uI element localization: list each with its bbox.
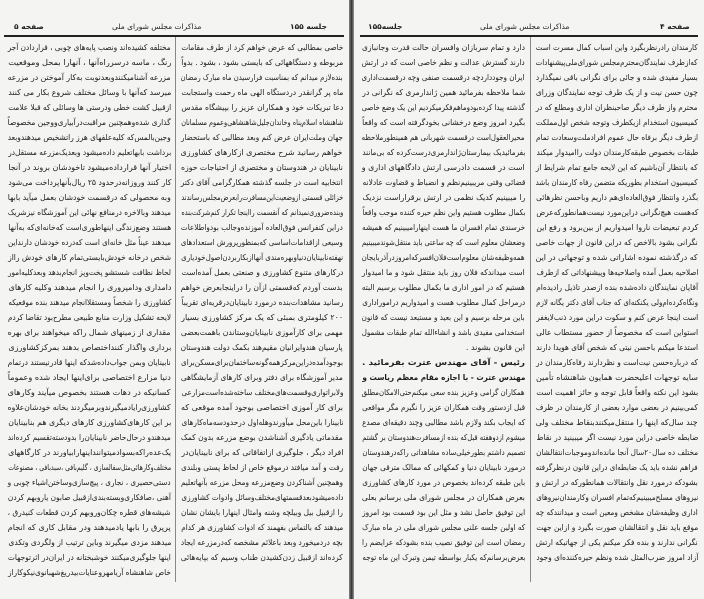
text-line-content: بوجودآمده‌دراین‌مرکزهمه‌گونه‌ساختمان‌برای‌مسکن‌برای: [181, 358, 343, 367]
text-line-content: کشاورزی‌رایادمیگیرندوبرمیگردند بخانه خودشان‌علاوه: [8, 403, 171, 412]
text-line: [8, 145, 171, 160]
text-line-content: بشودکه درمورد نقل وانتقالات همانطورکه در ارتش و: [536, 478, 698, 487]
text-line: [536, 280, 698, 295]
text-line-content: نگرانی ندارند و بنده فکر میکنم یکی از جهاتیکه ارتش: [536, 538, 698, 547]
text-line-content: مدیر آموزشگاه برای دفتر وبرای کارهای آزمایشگاهی: [181, 373, 343, 382]
text-line-content: ولابراتواری‌وقسمت‌های‌مختلف ساخته‌شده‌است‌مزارعی: [181, 388, 343, 397]
text-line-content: خواهم رسانید شرح مختصری ازکارهای کشاورزی: [181, 148, 343, 157]
text-line: [181, 280, 343, 295]
text-line: [536, 430, 698, 445]
page-header-title: مذاکرات مجلس شورای ملی: [480, 22, 570, 31]
text-line-content: اداری وظیفه‌شان مشخص ومعین است و میدانندکه چه: [536, 508, 698, 517]
text-line: [536, 70, 698, 85]
text-line-content: پرپرق را بابها یادمیدهند ودر مقابل کاری که انجام: [8, 523, 171, 532]
text-line-content: تصمیم داشتم بطورخیلی‌ساده مشاهداتی راکه‌درهندوستان: [362, 448, 525, 457]
text-line: [181, 460, 343, 475]
text-line-content: وهمچنین آشناکردن وضع‌مزرعه ومحل مزرعه بآنهاتعلیم: [181, 478, 343, 487]
text-column: [181, 40, 343, 565]
text-line: [181, 430, 343, 445]
text-line: [8, 85, 171, 100]
text-line: [362, 370, 525, 385]
text-line-content: میشوم ازدوهفته قبل‌که بنده ازمسافرت‌هندوستان بر گشتم: [362, 433, 525, 442]
header-rule: [360, 35, 698, 37]
text-line-content: ضابطه خاصی دراین مورد نیست اگر میبینید در نقاط: [536, 433, 698, 442]
text-line: [181, 400, 343, 415]
text-line-content: دعا تبریکات خود و همکاران عزیز را بپیشگاه مقدس: [181, 103, 343, 112]
text-line: [8, 235, 171, 250]
text-line-content: درمراحل کمال مطلوب هست و امیدواریم درامور‌اداری: [362, 298, 525, 307]
text-line-content: درمورد نابینایان دنیا و کمکهائی که ممالک مترقی جهان: [362, 463, 525, 472]
text-line: [181, 475, 343, 490]
text-line-content: برداری واگذار کنندا‌ختصاص بدهند بمرکزکشاورزی: [8, 343, 171, 352]
text-line-content: مربوطه و دستگاههائی که بایستی بشود ، بشود . بدواً: [181, 58, 343, 67]
text-line-content: وجین‌بالمس‌که کلیه‌علفهای هرز راتشخیص میدهندوبعد: [8, 133, 171, 142]
text-line: [181, 175, 343, 190]
text-line-content: بنده‌لازم میدانم که بمناسبت فرارسیدن ماه مبارک رمضان: [181, 73, 343, 82]
text-line-content: نیروهای مسلح‌میبینیم‌که‌تمام افسران وکارمندان‌نیروهای: [536, 493, 698, 502]
text-line: [536, 340, 698, 355]
text-line: [362, 85, 525, 100]
text-line: [362, 205, 525, 220]
text-line-content: کمی‌بینیم در بعضی موارد بعضی از کارمندان در ظرف: [536, 403, 698, 412]
text-line-content: را میبینیم کدیک نظمی در ارتش برقراراست نزدیک: [362, 193, 525, 202]
text-line-content: دارند گسترش عدالت و نظم خاصی است که در ارتش: [362, 58, 525, 67]
text-line-content: شاهنشاه اسلام‌پناه وخاندان‌جلیل‌شاهنشاهی‌وعموم مسلمانان: [181, 118, 343, 127]
text-line-content: بر این کارهای‌کشاورزی کارهای دیگری هم بنابینایان: [8, 418, 171, 427]
text-line: [8, 445, 171, 460]
text-line-content: آقایان نمایندگان داده‌شده بنده ازصدر تاذیل رادیده‌ام: [536, 283, 698, 292]
text-line-content: مزرعه آشنامیکنندوبعدنوبت به‌کار آموختن در مزرعه: [8, 73, 171, 82]
text-line: [536, 265, 698, 280]
text-line-content: باین طبقه کرده‌اند بخصوص در مورد کارهای کشاورزی: [362, 478, 525, 487]
page-number: صفحه ۵: [14, 22, 44, 31]
text-line: [181, 505, 343, 520]
text-line-content: دارد و تمام سربازان وافسران حالت قدرت وجانبازی: [362, 43, 525, 52]
text-line-content: خاصی بمطالبی که عرض خواهم کرد از طرف مقامات: [181, 43, 343, 52]
text-line-content: که درگذشته نموده اشاراتی شده و توجهاتی در این: [536, 253, 698, 262]
text-line-content: کمیسیون استخدام بطوریکه متضمن رفاه کارمندان باشد: [536, 178, 698, 187]
text-line: [181, 55, 343, 70]
text-line: [8, 160, 171, 175]
text-line: [8, 130, 171, 145]
text-line: [536, 475, 698, 490]
text-line: [362, 115, 525, 130]
text-line-content: همه‌وظیفه‌شان معلوم‌است‌فلان‌افسرکه‌امروزدرآذربایجان: [362, 253, 525, 262]
text-line-content: ازطرف دیگر برفاه حال عموم افرادملت‌وسعادت تمام: [536, 133, 698, 142]
text-line: [181, 415, 343, 430]
text-line: [536, 55, 698, 70]
text-line-content: بسیار مفیدی شده و جائی برای نگرانی باقی نمیگذارد: [536, 73, 698, 82]
text-line-content: مختلف ده سال۲۰سال آنجا مانده‌اندوموجبات‌انتقالشان: [536, 448, 698, 457]
text-line-content: دنیا مزارع اختصاصی برای‌اینها ایجاد شده وعموماً: [7, 373, 171, 382]
page-number: صفحه ۴: [660, 22, 690, 31]
text-line: [181, 220, 343, 235]
text-line: [181, 355, 343, 370]
text-line-content: هستند وضع‌زندگی اینهاطوری‌است که‌خانه‌ای‌که به‌آنها: [8, 223, 171, 232]
text-line: [362, 505, 525, 520]
text-line: [181, 160, 343, 175]
text-line-content: است در قسمت دادرسی ارتش دادگاههای اداری و: [362, 163, 525, 172]
text-line-content: بشود این نکته واقعاً قابل توجه و حائز اهمیت است: [536, 388, 698, 397]
text-line-content: محترم واز طرف دیگر صاحبنظران اداری ومطلع که در: [536, 103, 698, 112]
text-line: [8, 505, 171, 520]
text-line: [181, 130, 343, 145]
text-line-content: درکارهای متنوع کشاورزی و صنعتی بعمل آمده‌است: [181, 268, 343, 277]
text-line-content: دستی‌حصیری ، نجاری ، پیچ‌سازی‌وساختن‌اشیاء چوبی و: [8, 478, 171, 487]
text-column: [536, 40, 698, 565]
text-line: [362, 325, 525, 340]
text-line-content: که ایجاب بکند ولازم باشد مطالبی وچند دقیقه‌ای مصدع: [362, 418, 525, 427]
text-line: [362, 550, 525, 565]
text-line-content: رمضان است این توفیق نصیب بنده بشودکه عرایضم را: [362, 538, 525, 547]
text-line: [362, 445, 525, 460]
text-line-content: استدعا میکنم باحسن نیتی که شخص آقای هویدا دارند: [536, 343, 698, 352]
text-line: [8, 55, 171, 70]
text-line-content: موقع باید نقل و انتقالشان صورت بگیرد و ازاین جهت: [536, 523, 698, 532]
text-line: [8, 250, 171, 265]
text-line-content: کارمندان رادرنظربگیرد واین اسباب کمال مسرت است: [536, 43, 698, 52]
text-line: [8, 355, 171, 370]
text-line-content: محیرالعقول‌است درقسمت شهربانی هم همینطورملاحظه: [362, 133, 525, 142]
text-line-content: را ازقبیل بیل وبیلچه وشنه وامثال اینهارا بایشان نشان: [181, 508, 343, 517]
text-line-content: وبنده‌ضروری‌نمیدانم که آنقسمت رااینجا تکرار کنم‌شرکت‌بنده: [181, 208, 343, 217]
text-line-content: همکاران گرامی وعزیز بنده سعی میکنم‌حتی‌الامکان‌مطلق: [362, 388, 525, 397]
text-line-content: وبه محصولی که درقسمت خودشان بعمل میآید بابها: [8, 193, 171, 202]
text-line: [8, 475, 171, 490]
text-line-content: مختلف‌وکارهائی‌مثل‌سفالسازی ، گلیم‌بافی ،سبدبافی ، مصنوعات: [8, 463, 171, 472]
text-line: [362, 295, 525, 310]
text-line: [8, 460, 171, 475]
text-line: [8, 565, 171, 580]
text-line-content: که‌هست هیچ‌نگرانی دراین‌مورد نیست‌همانطورکه‌عرض: [536, 208, 698, 217]
text-line: [181, 205, 343, 220]
text-line-content: میدهند عیناً مثل خانه‌ای است که‌درده خودشان دارند‌این: [8, 238, 171, 247]
text-line-content: بعرض‌برسانم‌که یکبار بواسطه تیمن وتبرک این ماه توجه: [362, 553, 525, 562]
text-line-content: داده‌میشودبعدقسمتهای‌مختلف‌وسائل وادوات کشاورزی: [181, 493, 343, 502]
text-line: [8, 370, 171, 385]
text-line-content: میدهند وبالاخره درمنافع نهائی این آموزشگاه نیزشریک: [8, 208, 171, 217]
text-line: [181, 250, 343, 265]
text-line: [536, 145, 698, 160]
text-line-content: گذشته پیدا کرده‌بودوماهم‌فکرمیکردیم این یک وضع خاصی: [362, 103, 525, 112]
text-line: [362, 40, 525, 55]
text-line: [536, 445, 698, 460]
text-line-content: بچه دردمیخورد وبعد باعلائم مشخصه که‌درمزرعه ایجاد: [181, 538, 343, 547]
text-line-content: اختیار آنها قرارداده‌میشود تاخودشان بروند در آنجا: [8, 163, 171, 172]
text-line: [181, 340, 343, 355]
text-line: [362, 355, 525, 370]
text-line-content: افراد دیگر ، جلوگیری ازاتفاقاتی که برای نابینایان‌در: [181, 448, 343, 457]
text-line-content: نابینایان وبمن جواب‌داده‌شدکه اینها قادرنیستند درتمام: [8, 358, 171, 367]
text-line: [181, 550, 343, 565]
text-line-content: بکمال مطلوب هستیم واین نظم حیره کننده موجب واقعاً: [362, 208, 525, 217]
text-line-content: کرده‌اند ازقبیل زدن‌کشیدن طناب وسیم که بپایه‌هائی: [181, 553, 343, 562]
text-line: [362, 175, 525, 190]
text-line-content: شخص درخانه خودش‌بایستی‌تمام کارهای خودش رااز: [8, 253, 171, 262]
text-line: [536, 130, 698, 145]
text-line-content: میدهند مزدی میگیرند وباین ترتیب از ولگردی وتکدی: [8, 538, 171, 547]
text-line-content: رئیس - آقای مهندس عترت بفرمائید .: [362, 358, 525, 367]
text-line: [181, 40, 343, 55]
text-line: [362, 280, 525, 295]
text-line-content: که درباره‌حسن نیت‌است و نظردارند رفاه‌کارمندان در: [536, 358, 698, 367]
text-line: [181, 235, 343, 250]
text-line-content: نهفته‌نابینایان‌دنیاوبهره‌مندی آنهاازبکاربردن‌اصول‌خودیاری: [181, 253, 343, 262]
text-line: [536, 460, 698, 475]
text-line-content: ماه پر گرانقدر دردستگاه الهی ماه رحمت واستجابت: [181, 88, 343, 97]
text-line-content: یک‌عده‌راکه‌بسوادمیتوانند‌اینهارابیاورند در کارگاههای: [8, 448, 171, 457]
text-line-content: کار کنند وروزانه‌درحدود ۲۵ ریال‌بآنهاپرداخت می‌شود: [8, 178, 171, 187]
text-line: [181, 85, 343, 100]
text-line: [362, 430, 525, 445]
text-line-content: کمیسیون استخدام ازیکطرف وتوجه شخص اول‌مملکت: [536, 118, 698, 127]
text-line: [362, 250, 525, 265]
text-line: [536, 250, 698, 265]
text-line-content: شیشه‌های قطره چکان‌وروبهم کردن قطعات کنیدرق ،: [8, 508, 171, 517]
text-line-content: نابینایان در هندوستان و مختصری از احتیاجات حوزه: [181, 163, 343, 172]
text-line: [536, 325, 698, 340]
text-line: [8, 430, 171, 445]
text-line: [362, 55, 525, 70]
text-line-content: ایران وجوددارد‌چه درقسمت صنفی وچه درقسمت‌اداری: [362, 73, 525, 82]
text-line: [536, 160, 698, 175]
text-line: [362, 235, 525, 250]
session-number: جلسه ۱۵۵: [290, 22, 327, 31]
text-line-content: قضائی وقتی مریبینیم‌نظم و انضباط و قضاوت عادلانه: [362, 178, 525, 187]
text-line-content: پارسیان هندوایرانیان مقیم‌هند بکمک دولت هندوستان: [181, 343, 343, 352]
text-line: [8, 325, 171, 340]
text-line-content: میدهندو درحال‌حاضر نابینایان‌را بدودسته‌تقسیم کرده‌اند: [8, 433, 171, 442]
text-line-content: فراهم نشده باید یک ضابطه‌ای دراین قانون درنظرگرفته: [536, 463, 698, 472]
text-line-content: وضعشان معلوم است که چه ساعتی باید منتقل‌شوند‌میبینیم: [362, 238, 525, 247]
text-line-content: است میداندکه فلان روز باید منتقل شود و ما امیدوار: [362, 268, 525, 277]
text-line: [362, 475, 525, 490]
text-line: [362, 160, 525, 175]
text-line: [362, 265, 525, 280]
text-line-content: انتخابیه است در جلسه گذشته همکارگرامی آقای دکتر: [181, 178, 343, 187]
text-line-content: طبقات بخصوص طبقه‌کارمندان دولت راامیدوار میکند: [536, 148, 698, 157]
text-line: [362, 415, 525, 430]
text-line-content: چون حسن نیت و از یک طرف توجه نمایندگان وزرای: [536, 88, 698, 97]
text-line: [8, 520, 171, 535]
text-line: [362, 220, 525, 235]
text-line-content: بگیرد امروز وضع درخشانی بخودگرفته است که واقعاً: [362, 118, 525, 127]
text-line-content: که بانتظار آن‌باشیم که این لایحه جامع تمام شرایط از: [536, 163, 698, 172]
text-line-content: بعرض همکاران در مجلس شورای ملی برسانم بعلی: [362, 493, 525, 502]
text-line-content: کشاورزی را شخصاً ومستقلاانجام میدهند بنده موقعیکه: [8, 298, 171, 307]
text-line-content: کردم تبعیضات ناروا امیدواریم از بین‌برود و رفع این: [536, 223, 698, 232]
text-line: [536, 520, 698, 535]
text-line: [181, 520, 343, 535]
text-line: [536, 100, 698, 115]
text-line: [362, 190, 525, 205]
text-line-content: میرسد که‌آنها با وسائل مختلف شروع بکار می کنند: [8, 88, 171, 97]
text-line: [536, 355, 698, 370]
text-line-content: آزاد امروز ضرب‌المثل شده ونظم حیره‌کننده‌ای وجود: [536, 553, 698, 562]
text-line: [181, 325, 343, 340]
text-line-content: ونگاه‌کرده‌ام‌ولی یکنکته‌ای که جناب آقای دکتر یگانه لازم: [536, 298, 698, 307]
text-line: [536, 370, 698, 385]
text-line: [362, 400, 525, 415]
text-line: [536, 415, 698, 430]
text-line-content: باین مرحله برسیم و این بعید و مستبعد نیست که قانون: [362, 313, 525, 322]
text-line-content: خرسندی تمام افسران ما هست اینهارا‌میبینیم که همیشه: [362, 223, 525, 232]
text-line: [8, 220, 171, 235]
text-line-content: این قانون بشوند .: [465, 343, 525, 352]
text-line: [8, 70, 171, 85]
text-line: [181, 385, 343, 400]
text-line-content: رفت و آمد میافتد درموقع خاص از لحاظ پستی وبلندی: [181, 463, 343, 472]
text-line: [362, 145, 525, 160]
text-line: [536, 40, 698, 55]
text-line-content: استخدامی مفیدی باشد و انشاءالله تمام طبقات مشمول: [362, 328, 525, 337]
text-line-content: اصلاحیه بعمل آمده واصلاحیه‌ها وپیشنهاداتی که ازطرف: [536, 268, 698, 277]
text-line: [362, 490, 525, 505]
text-line-content: استواین است که مخصوصاً از حضور مستطاب عالی: [536, 328, 698, 337]
text-line: [181, 370, 343, 385]
text-line-content: خزائلی قسمتی ازوضعیت‌این‌مسافرت‌رابعرض‌مجلس‌رساندند: [181, 193, 343, 202]
text-line: [536, 400, 698, 415]
text-line-content: مختلفه کشیده‌اند ونصب پایه‌های چوبی ، قراردادن آجر: [8, 43, 171, 52]
text-line: [362, 70, 525, 85]
text-line: [362, 535, 525, 550]
text-line-content: هستیم که در امور اداری ما بکمال مطلوب برسیم البته: [362, 283, 525, 292]
text-line-content: قبل ازدستور وقت همکاران عزیز را نگیرم مگر مواقعی: [362, 403, 525, 412]
text-line: [362, 385, 525, 400]
session-number: جلسه۱۵۵: [368, 22, 403, 31]
text-line: [8, 385, 171, 400]
text-line: [8, 295, 171, 310]
text-line: [8, 175, 171, 190]
text-line: [536, 235, 698, 250]
text-line-content: ازقبیل کشت خطی ودرستی ها وسائلی که قبلا علامت: [8, 103, 171, 112]
text-line-content: برداشت بابهاتعلیم داده‌میشود وبعدیک‌مزرعه مستقل‌در: [8, 148, 171, 157]
text-line: [536, 220, 698, 235]
text-line: [8, 265, 171, 280]
text-line: [181, 310, 343, 325]
text-line: [8, 550, 171, 565]
text-line-content: که‌ازطرف نمایندگان‌محترم‌مجلس شورای‌ملی‌پیشنهادات: [536, 58, 698, 67]
text-line: [536, 535, 698, 550]
text-line: [362, 100, 525, 115]
text-line: [8, 490, 171, 505]
text-line-content: این توفیق حاصل نشد و مثل این بود قسمت بود امروز: [362, 508, 525, 517]
text-line-content: نگرانی بشود بالاخص که دراین قانون از جهات خاصی: [536, 238, 698, 247]
page-header-title: مذاکرات مجلس شورای ملی: [112, 22, 202, 31]
text-line-content: سایه توجهات اعلیحضرت همایون شاهنشاه تأمین: [536, 373, 698, 382]
text-line: [536, 550, 698, 565]
text-line: [536, 115, 698, 130]
text-line: [8, 340, 171, 355]
text-line-content: دامداری ودامپروری را انجام میدهند وکلیه کارهای: [8, 283, 171, 292]
text-line-content: بگذرد وانتظار فوق‌العاده‌ای‌هم داریم وباحسن نظرهائی: [536, 193, 698, 202]
text-line: [181, 295, 343, 310]
text-line: [8, 310, 171, 325]
text-line-content: رنگ ، ماسه درسرراه‌آنها ، آنهارا بمحل وموقعیت: [8, 58, 171, 67]
text-line-content: چند سال‌که اینها را منتقل‌میکنند‌بنقاط مختلف ولی: [536, 418, 698, 427]
text-line-content: جهان وملت‌ایران عرض کنم وبعد مطالبی که باستحضار: [181, 133, 343, 142]
text-line-content: دراین کنفرانس فوق‌العاده آموزنده‌وجالب بودواطلاعات: [181, 223, 343, 232]
text-line: [8, 280, 171, 295]
text-line: [181, 115, 343, 130]
text-line-content: رسانید مشاهدات‌بنده درمورد نابینایان‌درقریه‌ای تقریباً: [181, 298, 343, 307]
text-line-content: مهمی برای کارآموزی نابینایان‌وستاندن باهمت‌بعضی: [181, 328, 343, 337]
text-line-content: مقداری از زمینهای شمال راکه میخواهند برای بهره: [8, 328, 171, 337]
text-line-content: مقدماتی یادگیری آشناشدن بوضع مزرعه بدون کمک: [181, 433, 343, 442]
text-line: [362, 340, 525, 355]
text-line-content: بفرمائیدیک بیمارستان‌ژاندارمری‌درست‌کرده که بی‌مانند: [362, 148, 525, 157]
text-line-content: کسانیکه در دهات هستند بخصوص میآیند وکارهای: [8, 388, 171, 397]
text-line-content: که اولین جلسه علنی مجلس شورای ملی در ماه مبارک: [362, 523, 525, 532]
text-line: [536, 295, 698, 310]
text-line: [362, 460, 525, 475]
text-line-content: ۲۰۰ کیلومتری بمبئی که یک مرکز کشاورزی بسیار: [181, 313, 343, 322]
text-line-content: وسیعی ازاقدامات‌اساسی که‌بمنظورپرورش استعدادهای: [181, 238, 343, 247]
text-line: [362, 520, 525, 535]
text-line-content: خاص شاهنشاه آریامهروعنایات‌بیدریغ‌شهبانوی‌نیکوکاراز: [8, 568, 171, 577]
text-line-content: آهنی ،صافکاری‌وبسته‌بندی‌ازقبیل صابون یاروبهم کردن: [8, 493, 171, 502]
text-line: [536, 505, 698, 520]
text-line: [181, 490, 343, 505]
text-line: [362, 130, 525, 145]
text-line-content: میدهند که بالتماس بفهمند که ادوات کشاورزی هر کدام: [181, 523, 343, 532]
text-line-content: گذاری شده‌وهمچنین مراقبت‌درآبیاری‌ووجین مخصوصاً: [8, 118, 171, 127]
header-rule: [4, 35, 344, 37]
text-line: [536, 85, 698, 100]
text-line-content: شما ملاحظه بفرمائید همین ژاندارمری که نگرانی در: [362, 88, 525, 97]
text-line-content: نابینارا باین‌محل میآورندوهله‌اول درحدودسه‌ماه‌کارهای: [181, 418, 343, 427]
text-column: [362, 40, 525, 565]
text-line-content: لایحه تشکیل وزارت منابع طبیعی مطرح‌بود تقاضا کردم: [8, 313, 171, 322]
text-line: [536, 190, 698, 205]
text-line: [181, 535, 343, 550]
text-line-content: مهندس عترت - با اجازه مقام معظم ریاست و: [362, 373, 525, 382]
text-line: [181, 100, 343, 115]
text-line: [181, 190, 343, 205]
text-line: [181, 70, 343, 85]
text-line: [181, 265, 343, 280]
text-line: [362, 310, 525, 325]
text-line: [8, 100, 171, 115]
text-line: [536, 385, 698, 400]
text-line-content: برای کار آموزی اختصاصی بوجود آمده موقعی که: [181, 403, 343, 412]
text-line: [181, 145, 343, 160]
text-line-content: لحاظ نظافت شستشو پخت‌وپز انجام‌بدهد وبعدکلیه‌امور: [8, 268, 171, 277]
text-line: [8, 400, 171, 415]
text-line: [8, 535, 171, 550]
text-line: [181, 445, 343, 460]
text-line: [536, 175, 698, 190]
text-line: [536, 310, 698, 325]
text-line: [8, 40, 171, 55]
text-line: [536, 490, 698, 505]
text-line: [536, 205, 698, 220]
text-line-content: اینها جلوگیری‌میکنند خوشبختانه در ایران‌در اثرتوجهات: [8, 553, 171, 562]
text-line-content: است اینجا عرض کنم و سکوت دراین مورد ذنب‌لایغفر: [536, 313, 698, 322]
text-line-content: بدست آوردم که‌قسمتی ازآن را دراینجابعرض خواهم: [181, 283, 343, 292]
text-line: [8, 415, 171, 430]
